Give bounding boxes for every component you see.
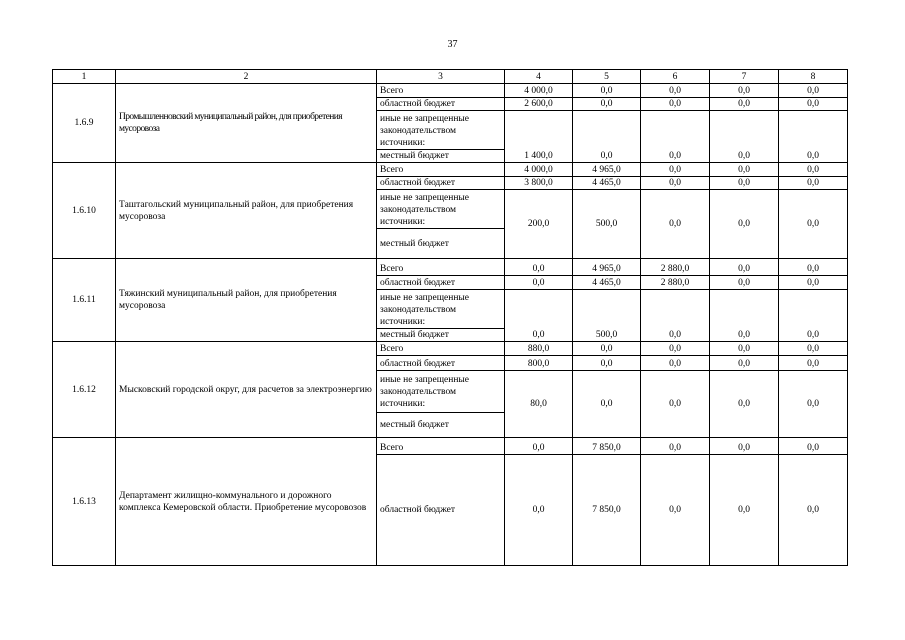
value-cell: 0,0 — [505, 290, 573, 342]
row-number: 1.6.10 — [53, 163, 116, 259]
source-label: местный бюджет — [377, 413, 505, 438]
value-cell: 0,0 — [641, 438, 710, 455]
value-cell: 800,0 — [505, 356, 573, 371]
value-cell: 500,0 — [573, 290, 641, 342]
value-cell: 4 465,0 — [573, 276, 641, 290]
source-label: иные не запрещенные законодательством источники: — [377, 190, 505, 229]
column-header: 7 — [710, 70, 779, 84]
value-cell: 2 880,0 — [641, 259, 710, 276]
row-number: 1.6.13 — [53, 438, 116, 566]
value-cell: 0,0 — [505, 259, 573, 276]
source-label: местный бюджет — [377, 229, 505, 259]
table-row — [53, 259, 848, 276]
source-label: Всего — [377, 342, 505, 356]
value-cell: 0,0 — [710, 111, 779, 163]
header-row — [53, 70, 848, 84]
table-row — [53, 84, 848, 98]
value-cell: 0,0 — [573, 356, 641, 371]
row-number: 1.6.12 — [53, 342, 116, 438]
value-cell: 4 965,0 — [573, 163, 641, 177]
value-cell: 0,0 — [779, 98, 848, 111]
value-cell: 0,0 — [505, 455, 573, 566]
source-label: местный бюджет — [377, 150, 505, 163]
value-cell: 0,0 — [779, 455, 848, 566]
value-cell: 0,0 — [779, 371, 848, 438]
source-label: Всего — [377, 84, 505, 98]
value-cell: 2 600,0 — [505, 98, 573, 111]
value-cell: 0,0 — [710, 190, 779, 259]
source-label: Всего — [377, 438, 505, 455]
value-cell: 0,0 — [710, 371, 779, 438]
value-cell: 0,0 — [779, 342, 848, 356]
source-label: иные не запрещенные законодательством источники: — [377, 111, 505, 150]
value-cell: 0,0 — [710, 84, 779, 98]
row-number: 1.6.11 — [53, 259, 116, 342]
value-cell: 4 965,0 — [573, 259, 641, 276]
column-header: 3 — [377, 70, 505, 84]
table-row — [53, 438, 848, 455]
value-cell: 0,0 — [779, 111, 848, 163]
table-row — [53, 163, 848, 177]
value-cell: 7 850,0 — [573, 455, 641, 566]
value-cell: 0,0 — [573, 111, 641, 163]
value-cell: 0,0 — [641, 84, 710, 98]
value-cell: 1 400,0 — [505, 111, 573, 163]
column-header: 2 — [116, 70, 377, 84]
value-cell: 0,0 — [505, 438, 573, 455]
budget-table — [52, 69, 848, 566]
value-cell: 0,0 — [779, 259, 848, 276]
source-label: областной бюджет — [377, 98, 505, 111]
value-cell: 0,0 — [641, 98, 710, 111]
column-header: 5 — [573, 70, 641, 84]
value-cell: 0,0 — [710, 163, 779, 177]
value-cell: 0,0 — [779, 438, 848, 455]
source-label: областной бюджет — [377, 455, 505, 566]
value-cell: 0,0 — [779, 177, 848, 190]
value-cell: 4 465,0 — [573, 177, 641, 190]
value-cell: 0,0 — [710, 438, 779, 455]
value-cell: 4 000,0 — [505, 84, 573, 98]
value-cell: 4 000,0 — [505, 163, 573, 177]
column-header: 4 — [505, 70, 573, 84]
value-cell: 0,0 — [710, 98, 779, 111]
value-cell: 0,0 — [779, 356, 848, 371]
value-cell: 0,0 — [641, 111, 710, 163]
value-cell: 0,0 — [641, 455, 710, 566]
value-cell: 0,0 — [641, 290, 710, 342]
value-cell: 0,0 — [779, 190, 848, 259]
value-cell: 0,0 — [573, 98, 641, 111]
value-cell: 0,0 — [710, 259, 779, 276]
value-cell: 880,0 — [505, 342, 573, 356]
value-cell: 3 800,0 — [505, 177, 573, 190]
value-cell: 0,0 — [573, 371, 641, 438]
value-cell: 0,0 — [779, 163, 848, 177]
column-header: 8 — [779, 70, 848, 84]
value-cell: 0,0 — [710, 177, 779, 190]
row-name: Таштагольский муниципальный район, для приобретения мусоровоза — [116, 163, 377, 259]
source-label: Всего — [377, 163, 505, 177]
value-cell: 0,0 — [710, 342, 779, 356]
source-label: областной бюджет — [377, 356, 505, 371]
column-header: 6 — [641, 70, 710, 84]
value-cell: 2 880,0 — [641, 276, 710, 290]
source-label: местный бюджет — [377, 329, 505, 342]
value-cell: 0,0 — [641, 342, 710, 356]
row-number: 1.6.9 — [53, 84, 116, 163]
value-cell: 0,0 — [710, 356, 779, 371]
value-cell: 0,0 — [641, 163, 710, 177]
value-cell: 0,0 — [779, 84, 848, 98]
value-cell: 0,0 — [779, 276, 848, 290]
value-cell: 500,0 — [573, 190, 641, 259]
value-cell: 0,0 — [573, 84, 641, 98]
row-name: Промышленновский муниципальный район, для приобретения мусоровоза — [116, 84, 377, 163]
page-number: 37 — [447, 39, 458, 50]
table-row — [53, 342, 848, 356]
value-cell: 0,0 — [641, 190, 710, 259]
source-label: Всего — [377, 259, 505, 276]
value-cell: 0,0 — [710, 276, 779, 290]
row-name: Департамент жилищно-коммунального и дорожного комплекса Кемеровской области. Приобретение мусоровозов — [116, 438, 377, 566]
value-cell: 80,0 — [505, 371, 573, 438]
value-cell: 7 850,0 — [573, 438, 641, 455]
row-name: Тяжинский муниципальный район, для приобретения мусоровоза — [116, 259, 377, 342]
value-cell: 0,0 — [710, 290, 779, 342]
source-label: иные не запрещенные законодательством источники: — [377, 371, 505, 413]
value-cell: 0,0 — [573, 342, 641, 356]
row-name: Мысковский городской округ, для расчетов за электроэнергию — [116, 342, 377, 438]
source-label: областной бюджет — [377, 177, 505, 190]
source-label: областной бюджет — [377, 276, 505, 290]
source-label: иные не запрещенные законодательством источники: — [377, 290, 505, 329]
column-header: 1 — [53, 70, 116, 84]
value-cell: 0,0 — [779, 290, 848, 342]
value-cell: 200,0 — [505, 190, 573, 259]
value-cell: 0,0 — [641, 177, 710, 190]
value-cell: 0,0 — [641, 371, 710, 438]
value-cell: 0,0 — [710, 455, 779, 566]
value-cell: 0,0 — [505, 276, 573, 290]
value-cell: 0,0 — [641, 356, 710, 371]
